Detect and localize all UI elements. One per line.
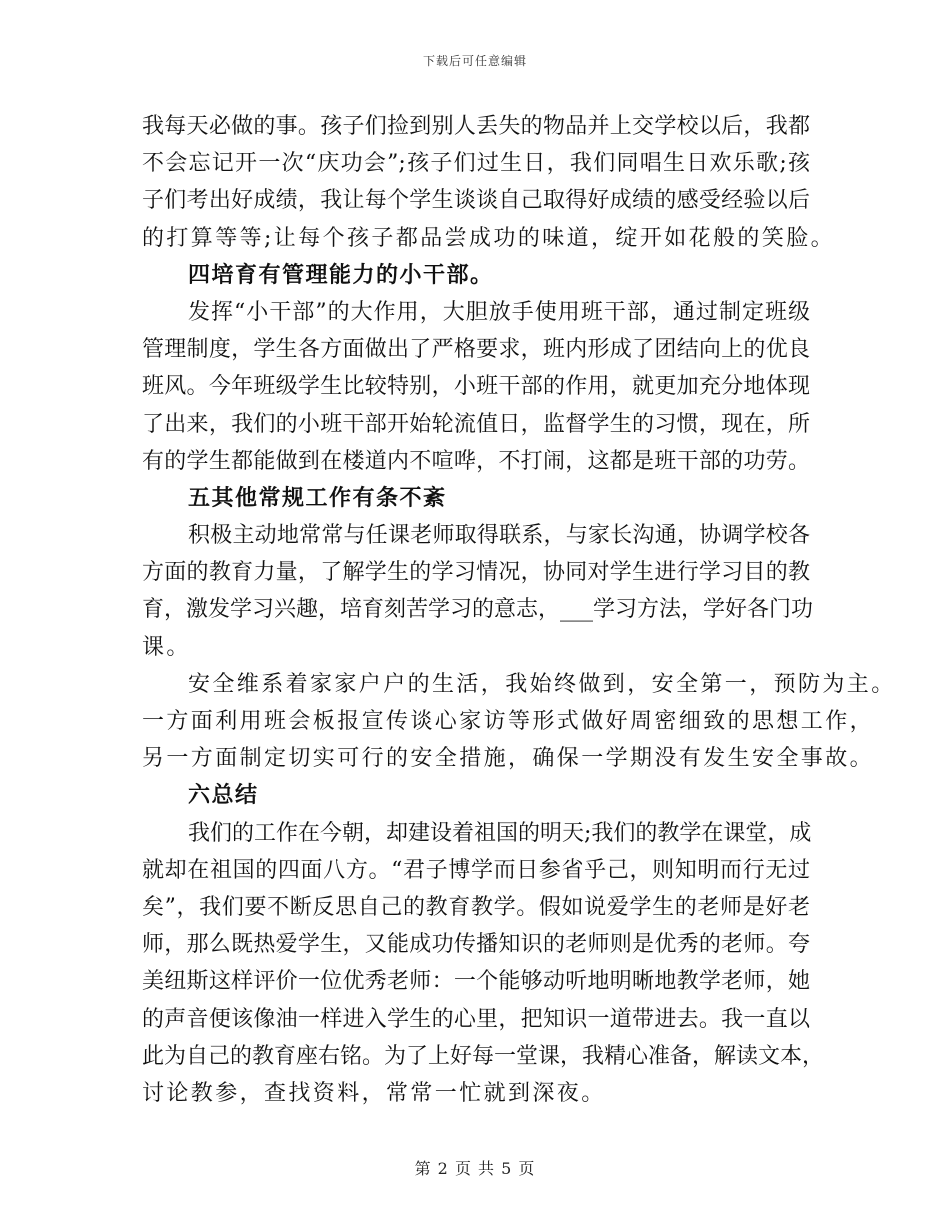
text-line: 此为自己的教育座右铭。为了上好每一堂课，我精心准备，解读文本， [142, 1043, 825, 1069]
text-line: 有的学生都能做到在楼道内不喧哗，不打闹，这都是班干部的功劳。 [142, 448, 810, 474]
text-line: 矣”，我们要不断反思自己的教育教学。假如说爱学生的老师是好老 [142, 894, 810, 920]
section-heading: 四培育有管理能力的小干部。 [188, 262, 494, 288]
text-line: 了出来，我们的小班干部开始轮流值日，监督学生的习惯，现在，所 [142, 411, 810, 437]
text-line: 课。 [142, 634, 191, 660]
text-line: 发挥“小干部”的大作用，大胆放手使用班干部，通过制定班级 [188, 299, 810, 325]
text-line: 育，激发学习兴趣，培育刻苦学习的意志，___学习方法，学好各门功 [142, 597, 814, 623]
text-line: 管理制度，学生各方面做出了严格要求，班内形成了团结向上的优良 [142, 337, 810, 363]
text-line: 积极主动地常常与任课老师取得联系，与家长沟通，协调学校各 [188, 523, 810, 549]
text-line: 子们考出好成绩，我让每个学生谈谈自己取得好成绩的感受经验以后 [142, 188, 810, 214]
text-line: 班风。今年班级学生比较特别，小班干部的作用，就更加充分地体现 [142, 374, 810, 400]
section-heading: 五其他常规工作有条不紊 [188, 485, 447, 511]
section-heading: 六总结 [188, 783, 259, 809]
text-line: 方面的教育力量，了解学生的学习情况，协同对学生进行学习目的教 [142, 560, 810, 586]
text-line: 我每天必做的事。孩子们捡到别人丢失的物品并上交学校以后，我都 [142, 114, 810, 139]
text-line: 讨论教参，查找资料，常常一忙就到深夜。 [142, 1080, 606, 1106]
text-line: 一方面利用班会板报宣传谈心家访等形式做好周密细致的思想工作， [142, 709, 875, 734]
text-line: 就却在祖国的四面八方。“君子博学而日参省乎己，则知明而行无过 [142, 857, 810, 883]
text-line: 安全维系着家家户户的生活，我始终做到，安全第一，预防为主。 [188, 671, 896, 697]
text-line: 不会忘记开一次“庆功会”;孩子们过生日，我们同唱生日欢乐歌;孩 [142, 151, 810, 177]
page-header: 下载后可任意编辑 [422, 54, 527, 68]
page-number: 第 2 页 共 5 页 [414, 1159, 536, 1178]
text-line: 我们的工作在今朝，却建设着祖国的明天;我们的教学在课堂，成 [188, 820, 812, 846]
text-line: 美纽斯这样评价一位优秀老师：一个能够动听地明晰地教学老师，她 [142, 969, 810, 995]
document-body [142, 108, 896, 1112]
text-line: 师，那么既热爱学生，又能成功传播知识的老师则是优秀的老师。夸 [142, 932, 810, 958]
text-line: 另一方面制定切实可行的安全措施，确保一学期没有发生安全事故。 [142, 746, 875, 772]
text-line: 的打算等等;让每个孩子都品尝成功的味道，绽开如花般的笑脸。 [142, 225, 836, 251]
text-line: 的声音便该像油一样进入学生的心里，把知识一道带进去。我一直以 [142, 1006, 810, 1032]
